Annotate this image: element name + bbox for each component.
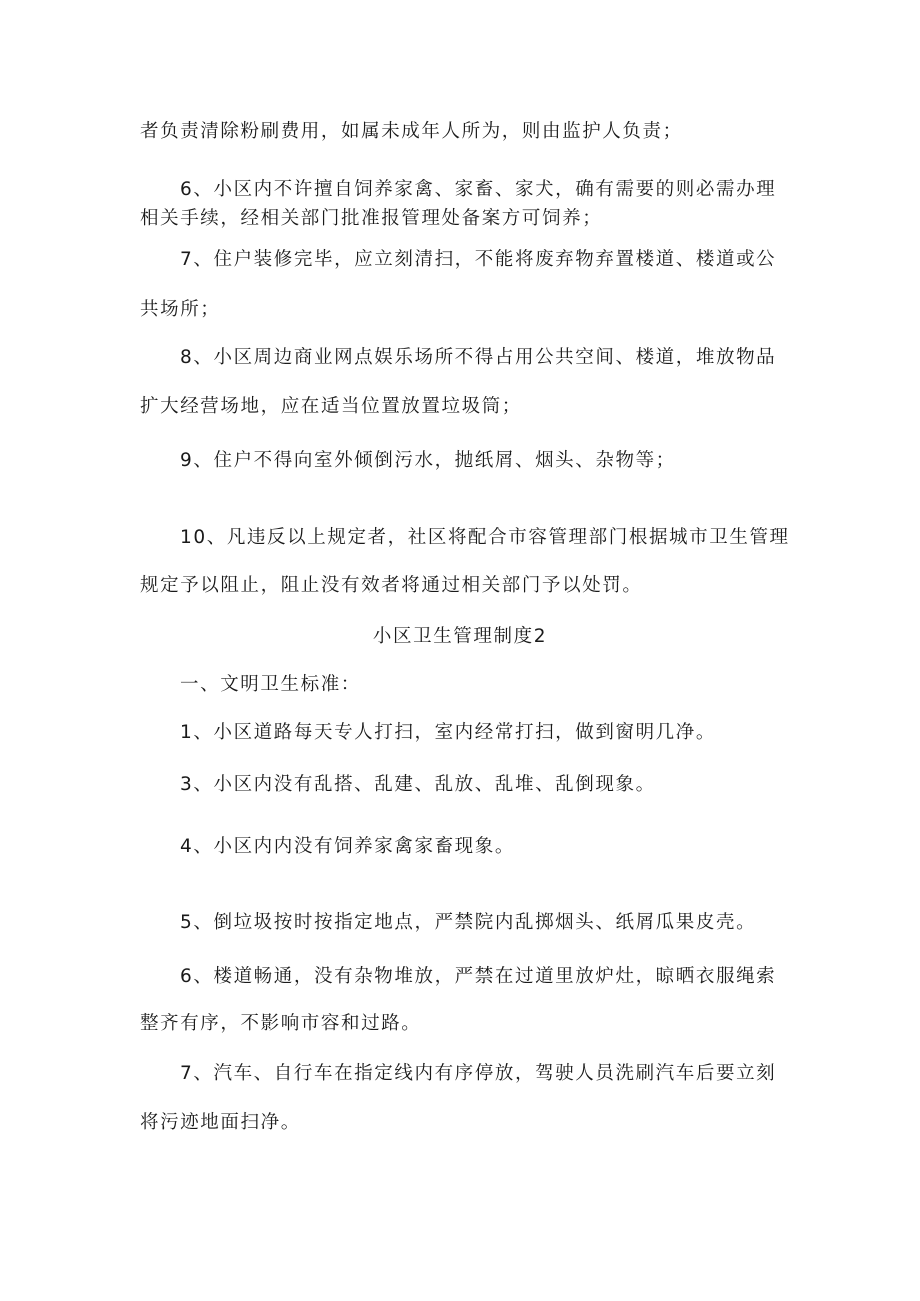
paragraph-line: 10、凡违反以上规定者，社区将配合市容管理部门根据城市卫生管理 [180, 527, 790, 548]
paragraph-line: 7、住户装修完毕，应立刻清扫，不能将废弃物弃置楼道、楼道或公 [180, 249, 777, 270]
paragraph-line: 规定予以阻止，阻止没有效者将通过相关部门予以处罚。 [140, 575, 643, 596]
paragraph-line: 6、楼道畅通，没有杂物堆放，严禁在过道里放炉灶，晾晒衣服绳索 [180, 966, 777, 987]
paragraph-line: 整齐有序，不影响市容和过路。 [140, 1013, 422, 1034]
paragraph-line: 一、文明卫生标准： [180, 674, 361, 695]
paragraph-line: 者负责清除粉刷费用，如属未成年人所为，则由监护人负责； [140, 121, 683, 142]
paragraph-line: 扩大经营场地，应在适当位置放置垃圾筒； [140, 396, 522, 417]
paragraph-line: 7、汽车、自行车在指定线内有序停放，驾驶人员洗刷汽车后要立刻 [180, 1063, 777, 1084]
paragraph-line: 9、住户不得向室外倾倒污水，抛纸屑、烟头、杂物等； [180, 450, 676, 471]
paragraph-line: 4、小区内内没有饲养家禽家畜现象。 [180, 836, 515, 857]
paragraph-line: 相关手续，经相关部门批准报管理处备案方可饲养； [140, 208, 603, 229]
paragraph-line: 6、小区内不许擅自饲养家禽、家畜、家犬，确有需要的则必需办理 [180, 179, 777, 200]
paragraph-line: 将污迹地面扫净。 [140, 1112, 301, 1133]
paragraph-line: 1、小区道路每天专人打扫，室内经常打扫，做到窗明几净。 [180, 722, 716, 743]
paragraph-line: 5、倒垃圾按时按指定地点，严禁院内乱掷烟头、纸屑瓜果皮壳。 [180, 912, 757, 933]
section-title: 小区卫生管理制度2 [372, 626, 548, 647]
paragraph-line: 8、小区周边商业网点娱乐场所不得占用公共空间、楼道，堆放物品 [180, 347, 777, 368]
paragraph-line: 共场所； [140, 299, 221, 320]
paragraph-line: 3、小区内没有乱搭、乱建、乱放、乱堆、乱倒现象。 [180, 774, 656, 795]
